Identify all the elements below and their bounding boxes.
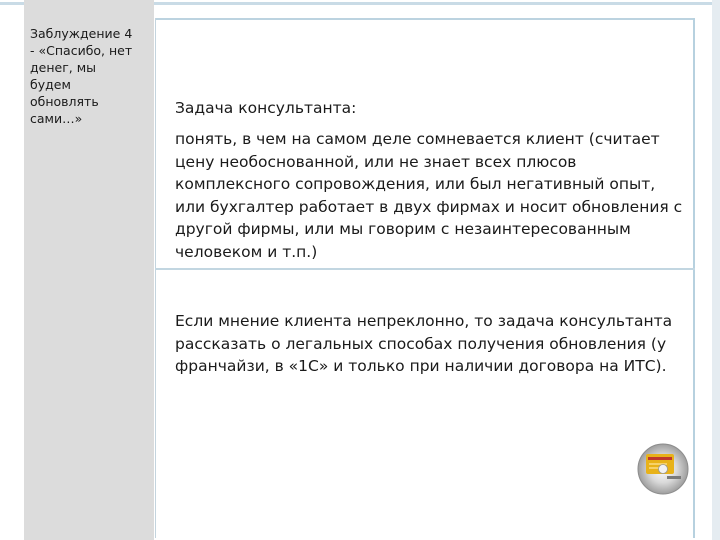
consultant-task-heading: Задача консультанта: — [175, 99, 357, 117]
content-top-divider — [155, 18, 695, 20]
misconception-title: Заблуждение 4 - «Спасибо, нет денег, мы будем обновлять сами…» — [30, 26, 133, 126]
software-disc-icon — [637, 443, 689, 495]
content-left-border — [155, 18, 156, 538]
consultant-task-body-2: Если мнение клиента непреклонно, то задача консультанта рассказать о легальных способах получения обновления (у франчайзи, в «1С» и только при наличии договора на ИТС). — [175, 312, 673, 375]
consultant-task-body: понять, в чем на самом деле сомневается клиент (считает цену необоснованной, или не знает всех плюсов комплексного сопровождения, или был негативный опыт, или бухгалтер работает в двух фирмах и носит обновления с другой фирмы, или мы говорим с незаинтересованным человеком и т.п.) — [175, 130, 683, 261]
content-middle-divider — [155, 268, 695, 270]
content-right-border — [693, 18, 695, 538]
right-edge-band — [712, 0, 720, 540]
